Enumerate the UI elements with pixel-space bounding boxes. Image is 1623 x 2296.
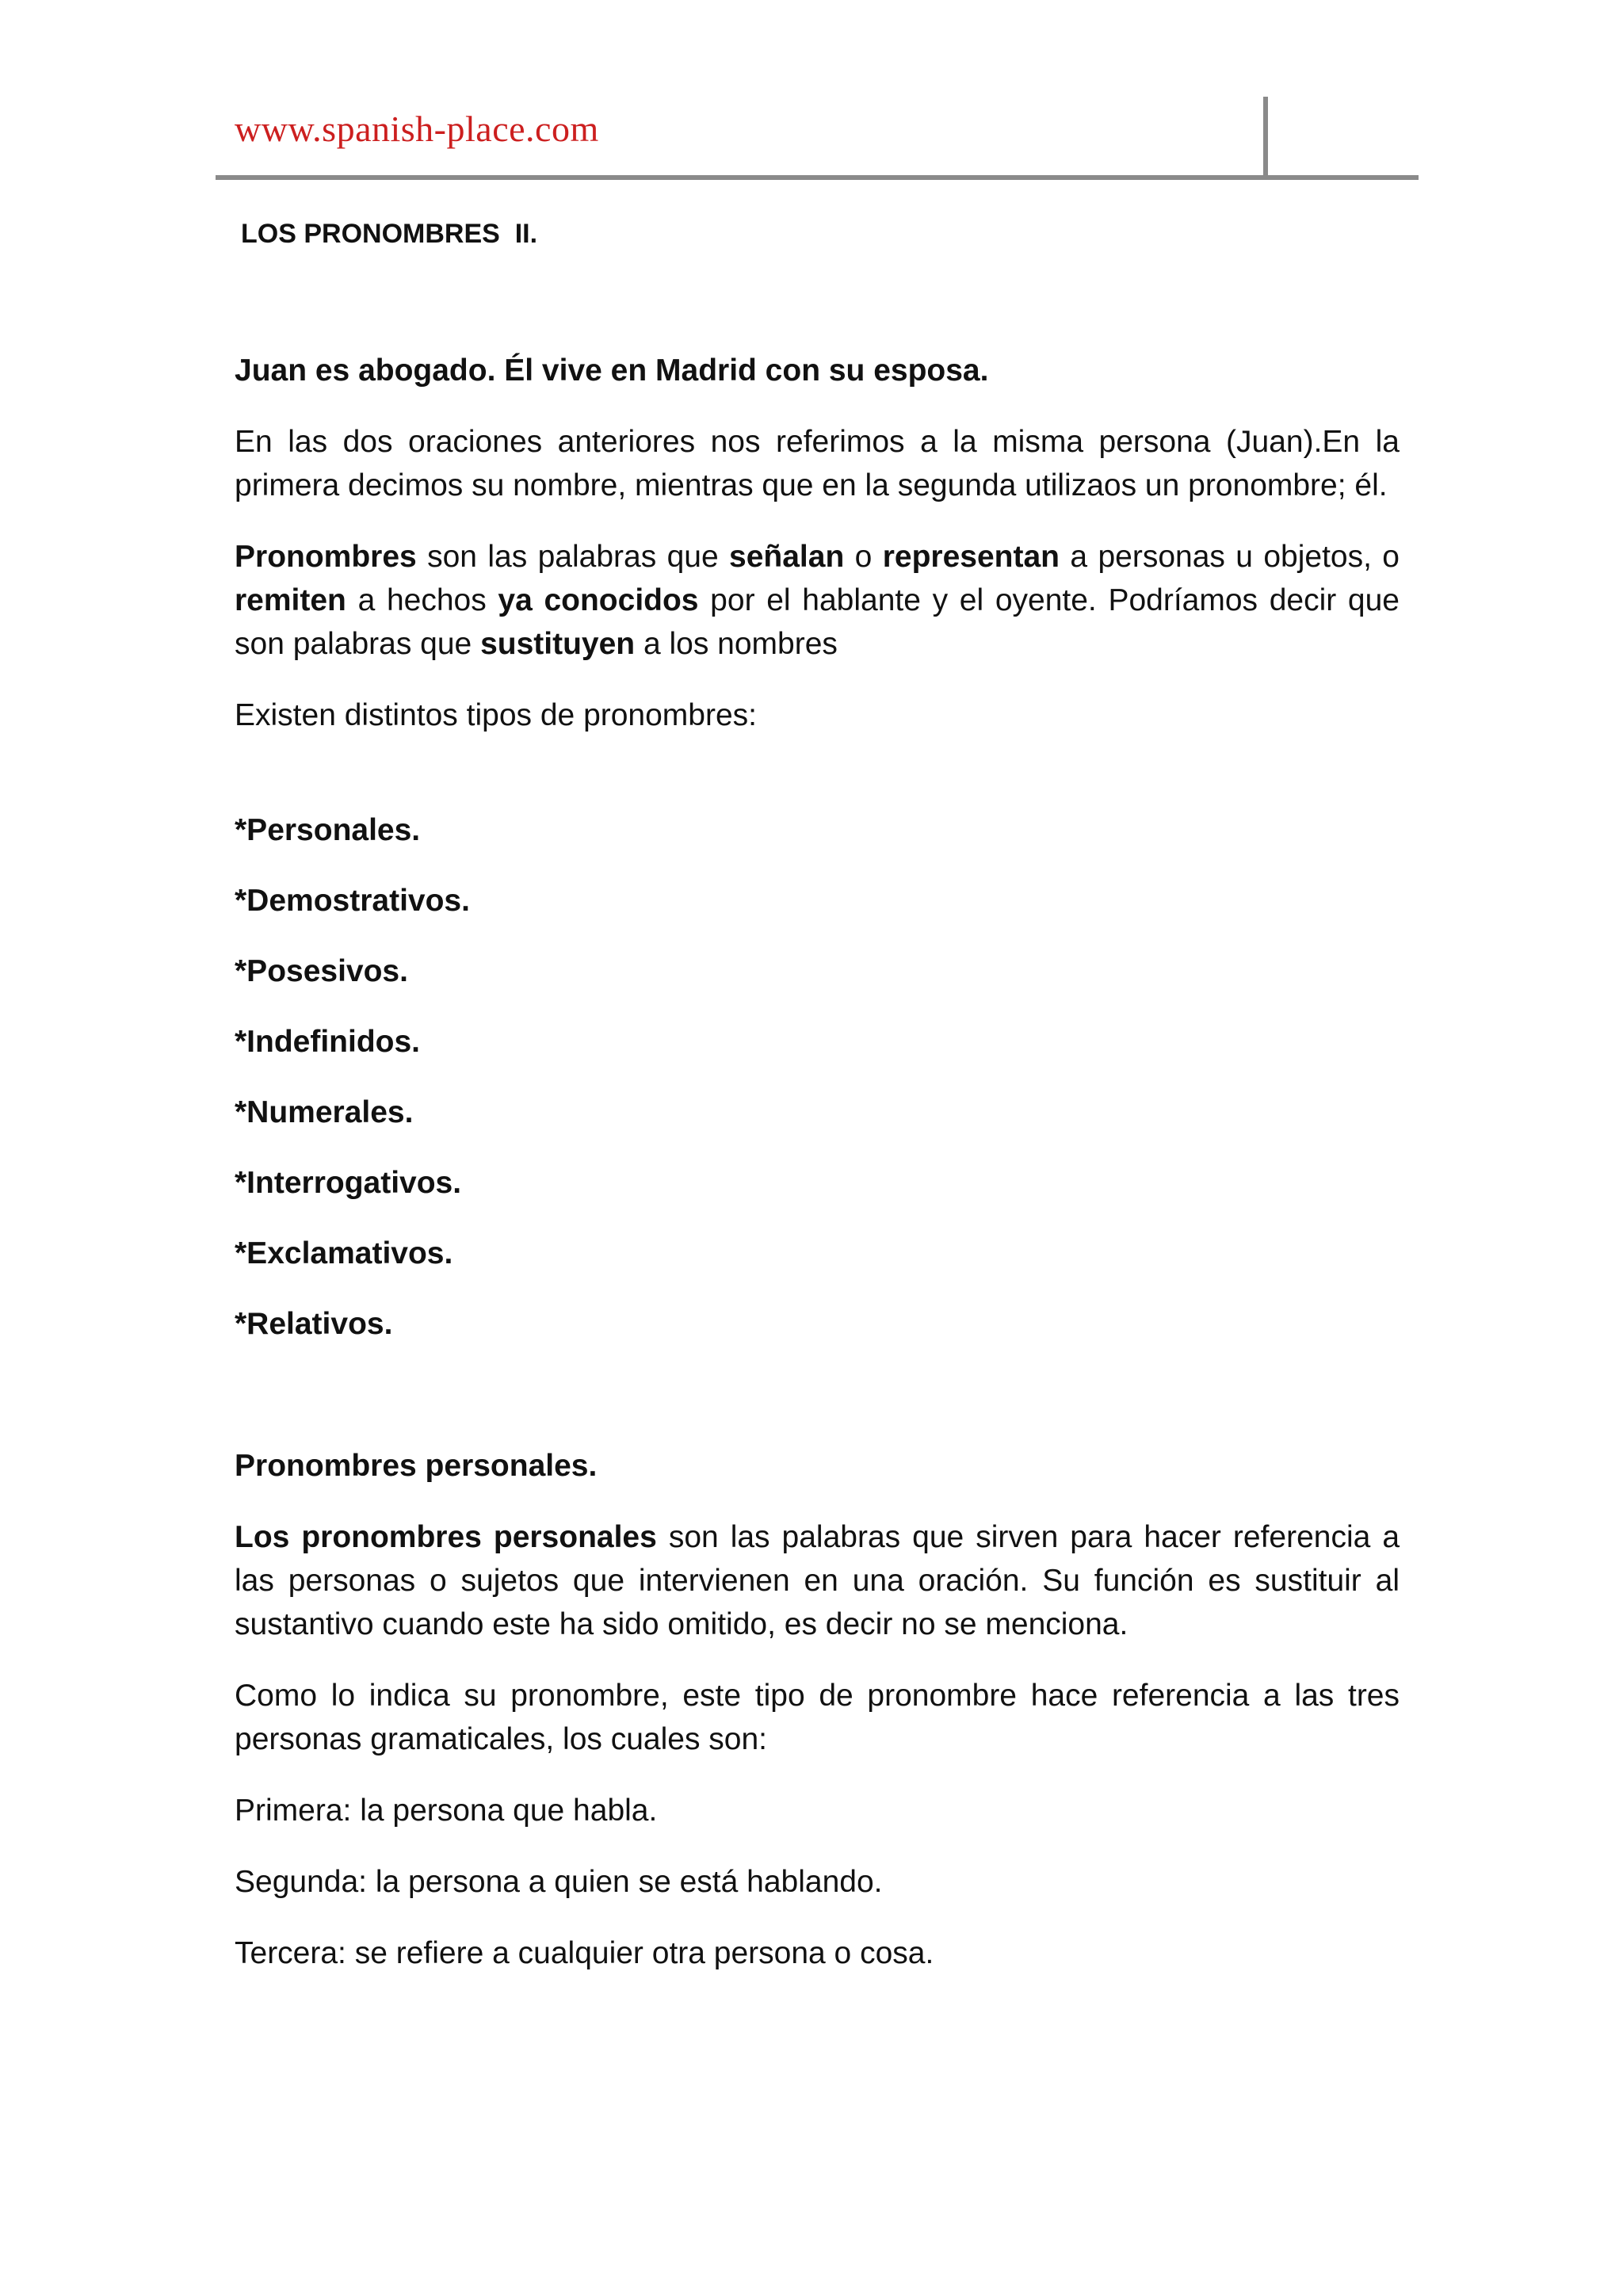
definition-keyword-ya-conocidos: ya conocidos — [498, 583, 699, 617]
type-item-interrogativos: *Interrogativos. — [235, 1166, 462, 1200]
definition-keyword-senalan: señalan — [729, 540, 845, 574]
definition-keyword-representan: representan — [882, 540, 1060, 574]
definition-keyword-sustituyen: sustituyen — [480, 627, 636, 661]
header-url: www.spanish-place.com — [235, 109, 599, 149]
example-sentence: Juan es abogado. Él vive en Madrid con su esposa. — [235, 353, 989, 388]
document-body — [235, 349, 1400, 2003]
definition-text-2: o — [844, 540, 883, 574]
definition-text-5: por el hablante y el oyente. Podríamos decir que son palabras que — [235, 583, 1400, 661]
definition-text-6: a los nombres — [635, 627, 838, 661]
spacer — [235, 1373, 1400, 1444]
definition-keyword-remiten: remiten — [235, 583, 346, 617]
types-intro: Existen distintos tipos de pronombres: — [235, 698, 758, 732]
definition-term: Pronombres — [235, 540, 417, 574]
definition-paragraph — [235, 535, 1400, 666]
section-heading-personal: Pronombres personales. — [235, 1449, 598, 1483]
definition-text-3: a personas u objetos, o — [1060, 540, 1400, 574]
spacer — [235, 737, 1400, 808]
personal-definition-text: son las palabras que sirven para hacer referencia a las personas o sujetos que intervienen en una oración. Su función es sustituir al sustantivo cuando este ha sido omitido, es decir no se menciona. — [235, 1520, 1400, 1641]
definition-text-1: son las palabras que — [416, 540, 730, 574]
personal-definition-term: Los pronombres personales — [235, 1520, 657, 1554]
personal-definition — [235, 1515, 1400, 1646]
type-item-exclamativos: *Exclamativos. — [235, 1236, 453, 1270]
header-rule — [216, 175, 1419, 180]
persons-intro: Como lo indica su pronombre, este tipo de pronombre hace referencia a las tres personas gramaticales, los cuales son: — [235, 1679, 1400, 1756]
type-item-personales: *Personales. — [235, 813, 421, 847]
document-title: LOS PRONOMBRES II. — [241, 219, 538, 249]
type-item-indefinidos: *Indefinidos. — [235, 1025, 420, 1059]
type-item-posesivos: *Posesivos. — [235, 954, 408, 988]
type-item-numerales: *Numerales. — [235, 1095, 414, 1129]
type-item-relativos: *Relativos. — [235, 1307, 393, 1341]
type-item-demostrativos: *Demostrativos. — [235, 884, 470, 918]
definition-text-4: a hechos — [346, 583, 498, 617]
person-third: Tercera: se refiere a cualquier otra persona o cosa. — [235, 1936, 934, 1970]
example-explanation: En las dos oraciones anteriores nos referimos a la misma persona (Juan).En la primera decimos su nombre, mientras que en la segunda utilizaos un pronombre; él. — [235, 425, 1400, 502]
person-second: Segunda: la persona a quien se está hablando. — [235, 1865, 883, 1899]
person-first: Primera: la persona que habla. — [235, 1794, 658, 1828]
header-vertical-rule — [1263, 97, 1268, 178]
